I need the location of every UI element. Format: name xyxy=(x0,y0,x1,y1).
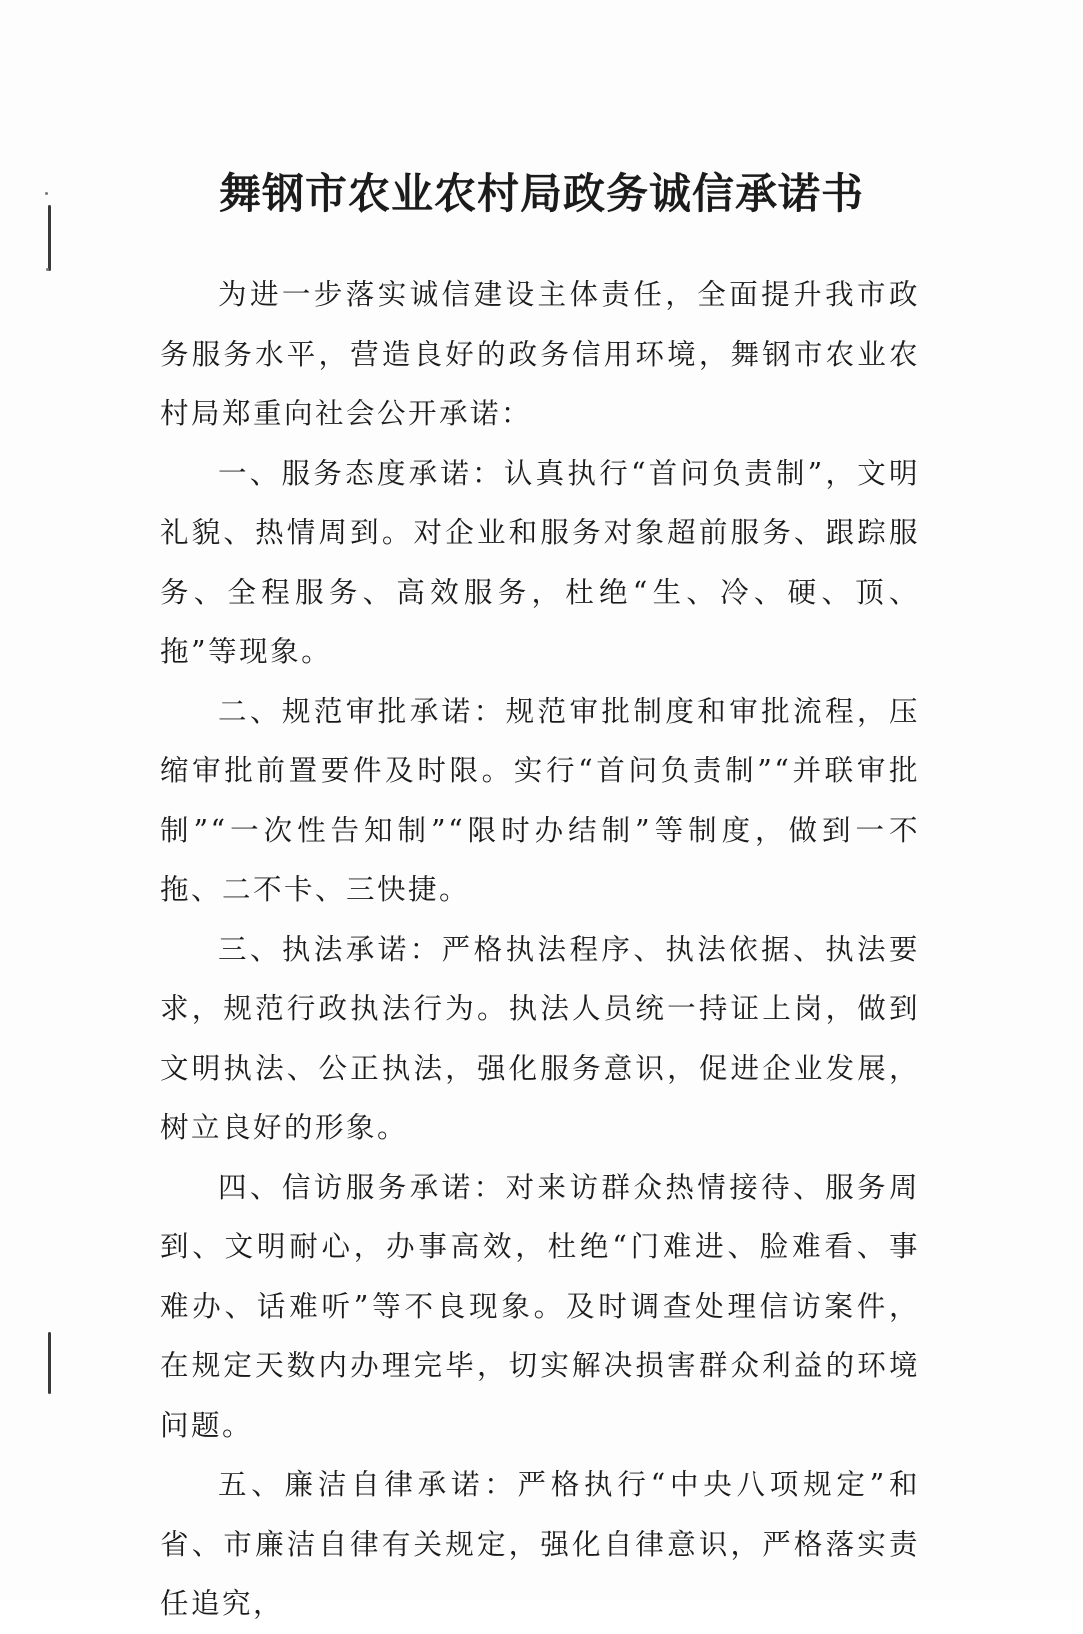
commitment-integrity: 五、廉洁自律承诺：严格执行“中央八项规定”和省、市廉洁自律有关规定，强化自律意识，严格落实责任追究， xyxy=(160,1468,920,1620)
commitment-law-enforcement: 三、执法承诺：严格执法程序、执法依据、执法要求，规范行政执法行为。执法人员统一持证上岗，做到文明执法、公正执法，强化服务意识，促进企业发展，树立良好的形象。 xyxy=(160,932,920,1144)
binding-hole-mark xyxy=(46,268,49,271)
commitment-service-attitude: 一、服务态度承诺：认真执行“首问负责制”，文明礼貌、热情周到。对企业和服务对象超前服务、跟踪服务、全程服务、高效服务，杜绝“生、冷、硬、顶、拖”等现象。 xyxy=(160,456,920,668)
document-body xyxy=(160,265,920,1634)
intro-paragraph: 为进一步落实诚信建设主体责任，全面提升我市政务服务水平，营造良好的政务信用环境，舞钢市农业农村局郑重向社会公开承诺： xyxy=(160,278,920,430)
commitment-petition-service: 四、信访服务承诺：对来访群众热情接待、服务周到、文明耐心，办事高效，杜绝“门难进、脸难看、事难办、话难听”等不良现象。及时调查处理信访案件，在规定天数内办理完毕，切实解决损害群众利益的环境问题。 xyxy=(160,1170,920,1442)
binding-staple-mark xyxy=(48,1332,51,1394)
document-title: 舞钢市农业农村局政务诚信承诺书 xyxy=(218,169,864,219)
commitment-approval: 二、规范审批承诺：规范审批制度和审批流程，压缩审批前置要件及时限。实行“首问负责制”“并联审批制”“一次性告知制”“限时办结制”等制度，做到一不拖、二不卡、三快捷。 xyxy=(160,694,920,906)
